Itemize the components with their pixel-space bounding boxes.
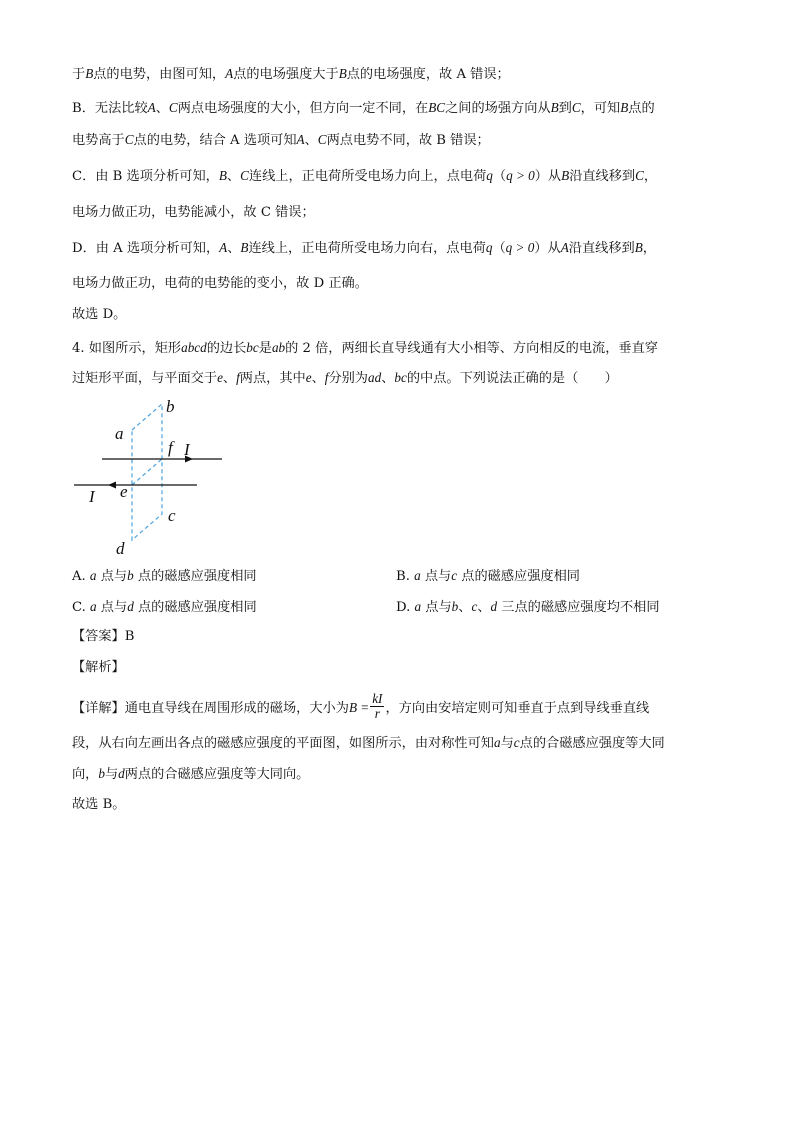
label-c: c — [168, 506, 176, 525]
detail-line-1: 【详解】通电直导线在周围形成的磁场，大小为B = $\frac{kI}{r}$ ，方向由安培定则可知垂直于点到导线垂直线 — [72, 691, 650, 721]
question-4-line-1: 4. 如图所示，矩形abcd的边长bc是ab的 2 倍，两细长直导线通有大小相等、方向相反的电流，垂直穿 — [72, 340, 658, 356]
question-4-line-2: 过矩形平面，与平面交于e、f两点，其中e、f分别为ad、bc的中点。下列说法正确的是（ ） — [72, 370, 618, 386]
detail-line-4: 故选 B。 — [72, 797, 126, 812]
label-f: f — [168, 438, 173, 457]
text-line-4: C．由 B 选项分析可知，B、C连线上，正电荷所受电场力向上，点电荷q（q > 0）从B沿直线移到C， — [72, 168, 658, 184]
label-a: a — [115, 424, 124, 443]
text-line-1: 于B点的电势，由图可知，A点的电场强度大于B点的电场强度，故 A 错误； — [72, 66, 510, 82]
analysis-label: 【解析】 — [72, 660, 125, 675]
detail-line-3: 向，b与d两点的合磁感应强度等大同向。 — [72, 766, 310, 782]
label-e: e — [120, 482, 128, 501]
detail-label: 【详解】 — [72, 701, 125, 716]
dashed-rectangle — [132, 404, 162, 540]
arrow-left-icon — [108, 482, 116, 489]
label-b: b — [166, 397, 175, 416]
text-line-3: 电势高于C点的电势，结合 A 选项可知A、C两点电势不同，故 B 错误； — [72, 132, 490, 148]
label-d: d — [116, 539, 125, 558]
ef-midline — [132, 459, 162, 485]
text-line-8: 故选 D。 — [72, 307, 127, 322]
option-c: C. a 点与d 点的磁感应强度相同 — [72, 599, 257, 615]
label-current-bottom: I — [89, 487, 95, 506]
option-a: A. a 点与b 点的磁感应强度相同 — [72, 568, 257, 584]
answer-label: 【答案】 — [72, 629, 125, 644]
label-current-top: I — [184, 440, 190, 459]
answer-value: B — [124, 629, 135, 644]
detail-line-2: 段，从右向左画出各点的磁感应强度的平面图，如图所示，由对称性可知a与c点的合磁感应强度等大同 — [72, 735, 665, 751]
answer-line — [72, 627, 134, 647]
text-line-7: 电场力做正功，电荷的电势能的变小，故 D 正确。 — [72, 276, 368, 291]
text-line-2: B．无法比较A、C两点电场强度的大小，但方向一定不同，在BC之间的场强方向从B到C，可知B点的 — [72, 100, 655, 116]
option-b: B. a 点与c 点的磁感应强度相同 — [396, 568, 580, 584]
text-line-6: D．由 A 选项分析可知，A、B连线上，正电荷所受电场力向右，点电荷q（q > 0）从A沿直线移到B， — [72, 240, 656, 256]
text-line-5: 电场力做正功，电势能减小，故 C 错误； — [72, 205, 315, 220]
option-d: D. a 点与b、c、d 三点的磁感应强度均不相同 — [396, 599, 660, 615]
formula-fraction: $\frac{kI}{r}$ — [372, 691, 383, 721]
wire-rectangle-figure — [72, 392, 232, 562]
